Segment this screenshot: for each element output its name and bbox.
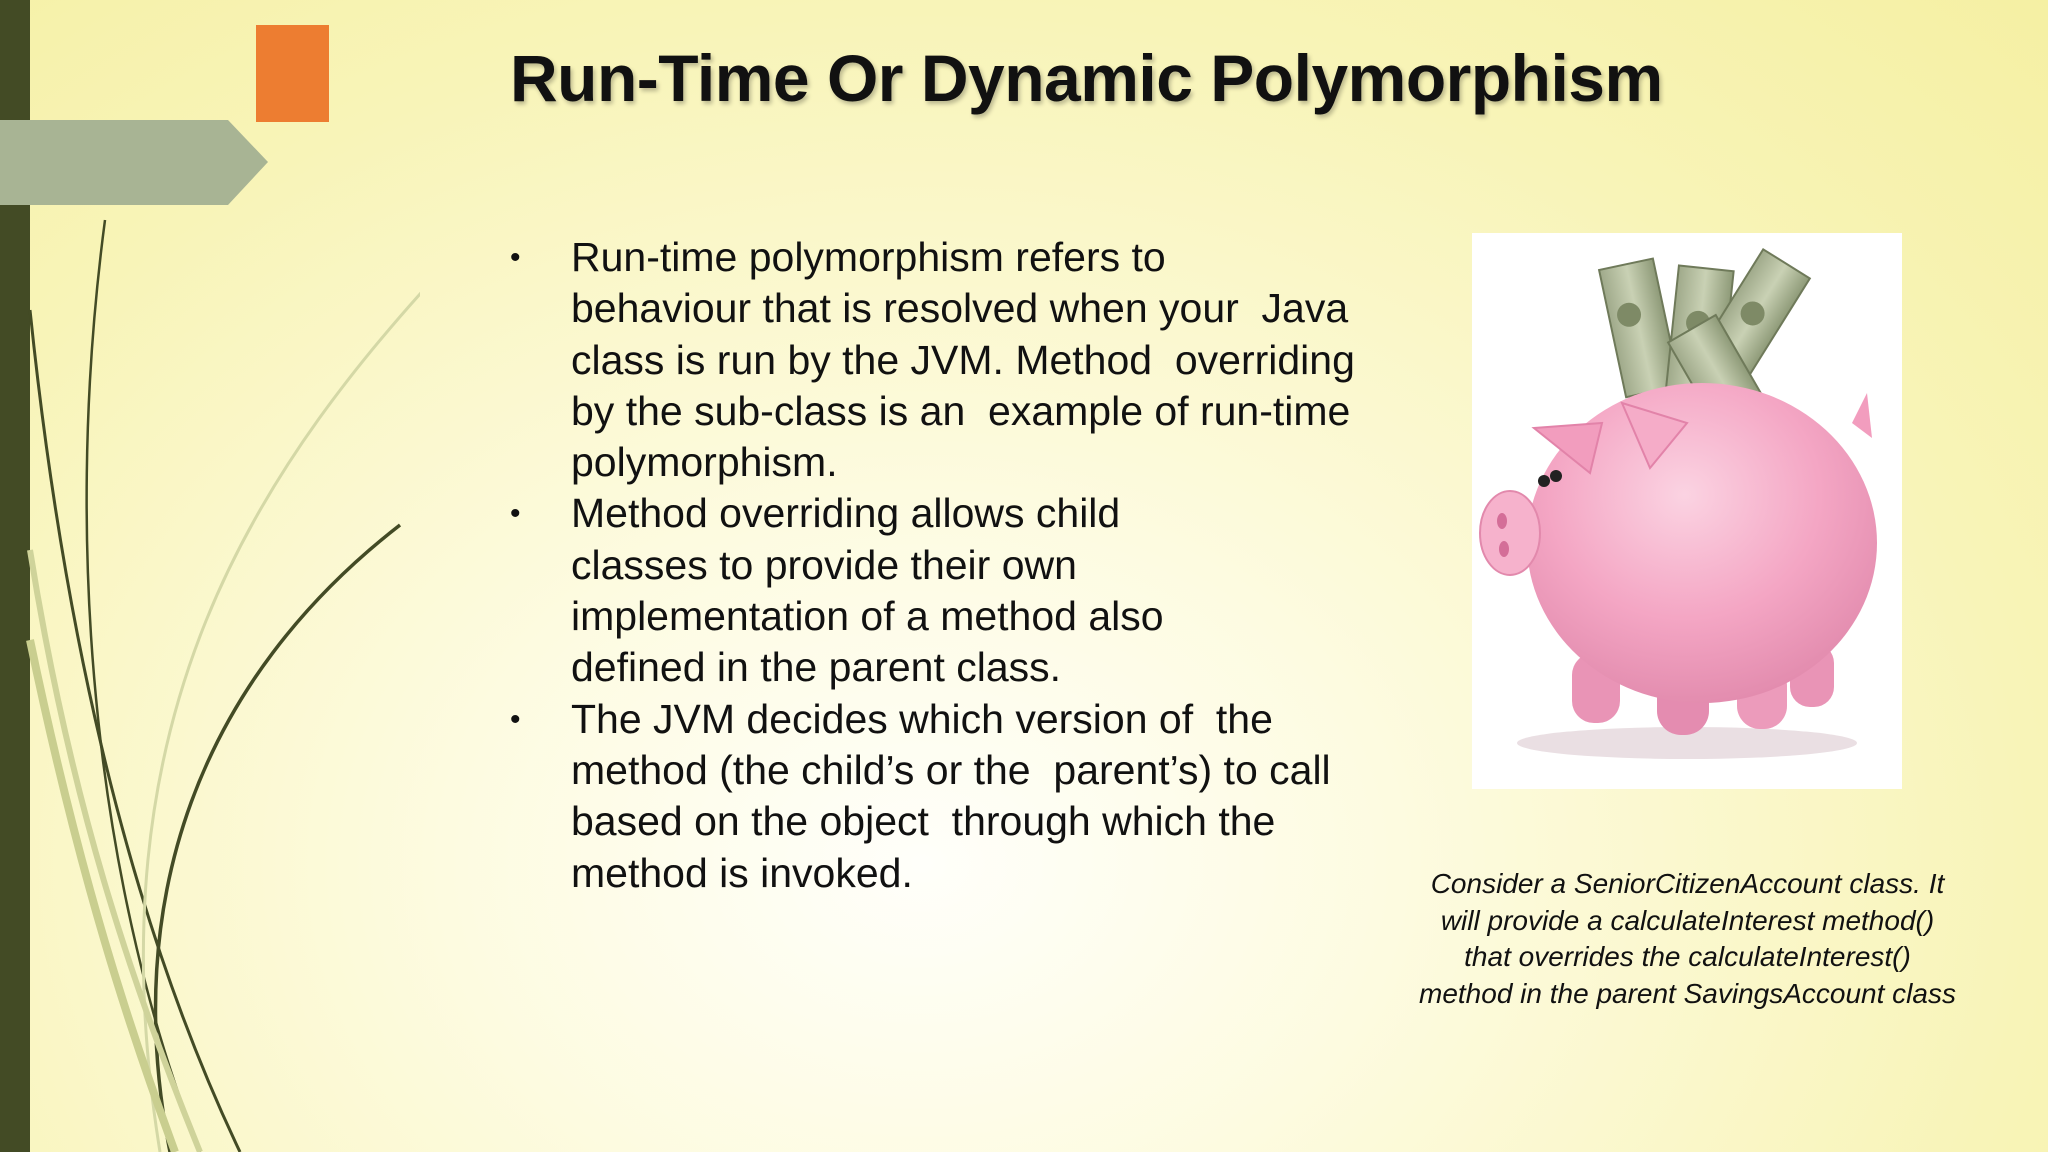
pig-eye xyxy=(1550,470,1562,482)
bullet-text-line: class is run by the JVM. Method overriding xyxy=(571,336,1355,383)
caption-line: that overrides the calculateInterest() xyxy=(1464,941,1911,972)
bullet-dot: • xyxy=(510,497,521,531)
caption-line: will provide a calculateInterest method() xyxy=(1440,904,1935,936)
bullet-text-line: Method overriding allows child xyxy=(571,490,1121,537)
piggy-bank-image xyxy=(1472,233,1902,789)
bullet-list xyxy=(510,232,1390,899)
arrow-tab-decoration xyxy=(0,120,268,205)
bullet-text-line: polymorphism. xyxy=(571,439,838,486)
caption-line: method in the parent SavingsAccount class xyxy=(1419,977,1956,1009)
piggy-bank-illustration xyxy=(1472,233,1902,789)
bullet-dot: • xyxy=(510,241,521,274)
pig-snout xyxy=(1480,491,1540,575)
bullet-text-line: method (the child’s or the parent’s) to call xyxy=(571,746,1331,793)
bullet-text-line: The JVM decides which version of the xyxy=(571,695,1273,742)
bullet-item xyxy=(510,488,1390,693)
bullet-text-line: implementation of a method also xyxy=(571,593,1164,640)
bullet-item xyxy=(510,232,1390,488)
bullet-text-line: Run-time polymorphism refers to xyxy=(571,234,1166,280)
bullet-dot: • xyxy=(510,702,521,736)
bullet-text-line: method is invoked. xyxy=(571,849,913,896)
slide-title: Run-Time Or Dynamic Polymorphism xyxy=(510,41,1663,115)
example-caption xyxy=(1380,866,1995,1012)
bullet-text-line: classes to provide their own xyxy=(571,541,1077,588)
bullet-item xyxy=(510,694,1390,899)
pig-eye xyxy=(1538,475,1550,487)
bullet-text-line: based on the object through which the xyxy=(571,798,1276,845)
orange-accent-square xyxy=(256,25,329,122)
bullet-text-line: defined in the parent class. xyxy=(571,644,1062,691)
pig-ear xyxy=(1852,393,1872,438)
bullet-text-line: by the sub-class is an example of run-time xyxy=(571,387,1351,434)
caption-line: Consider a SeniorCitizenAccount class. It xyxy=(1430,868,1945,899)
bullet-text-line: behaviour that is resolved when your Java xyxy=(571,285,1349,332)
